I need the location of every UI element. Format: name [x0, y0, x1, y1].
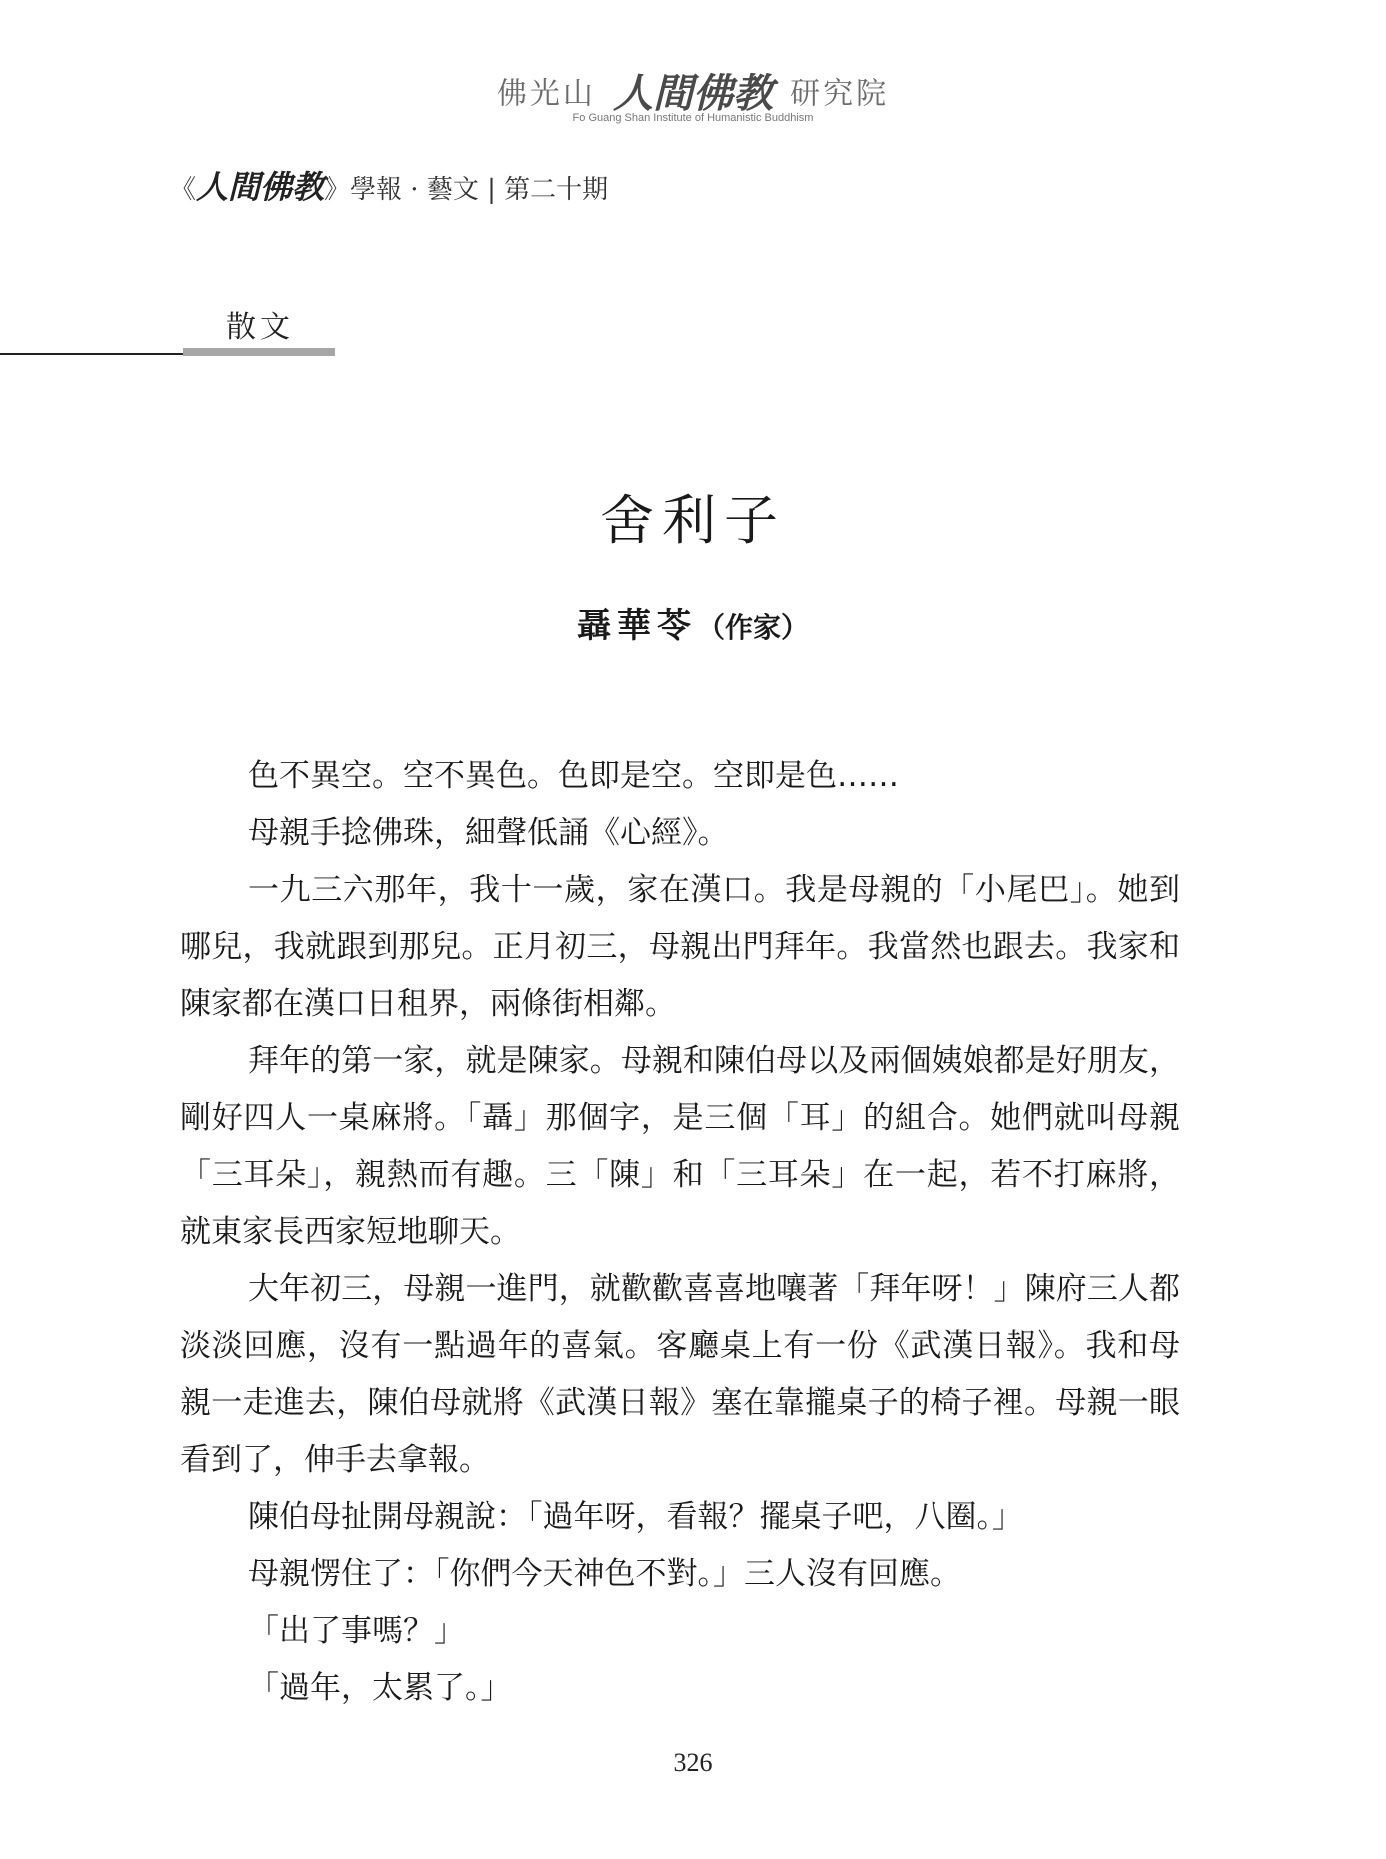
section-label: 散文 — [226, 310, 294, 345]
paragraph: 一九三六那年，我十一歲，家在漢口。我是母親的「小尾巴」。她到哪兒，我就跟到那兒。正月初三，母親出門拜年。我當然也跟去。我家和陳家都在漢口日租界，兩條街相鄰。 — [180, 872, 1180, 1022]
paragraph: 色不異空。空不異色。色即是空。空即是色…… — [248, 758, 899, 794]
article-body — [180, 748, 1180, 1717]
journal-running-head — [170, 162, 608, 208]
page-number: 326 — [673, 1748, 713, 1777]
paragraph: 拜年的第一家，就是陳家。母親和陳伯母以及兩個姨娘都是好朋友，剛好四人一桌麻將。「聶」那個字，是三個「耳」的組合。她們就叫母親「三耳朵」，親熱而有趣。三「陳」和「三耳朵」在一起，若不打麻將，就東家長西家短地聊天。 — [180, 1043, 1180, 1250]
paragraph: 「過年，太累了。」 — [248, 1670, 512, 1706]
journal-brand-logo: 人間佛教 — [196, 168, 325, 206]
section-rule-line — [0, 353, 183, 355]
institute-header — [0, 62, 1386, 119]
institute-english-name: Fo Guang Shan Institute of Humanistic Buddhism — [572, 112, 814, 124]
author-line — [0, 598, 1386, 647]
paragraph: 大年初三，母親一進門，就歡歡喜喜地嚷著「拜年呀！」陳府三人都淡淡回應，沒有一點過年的喜氣。客廳桌上有一份《武漢日報》。我和母親一走進去，陳伯母就將《武漢日報》塞在靠攏桌子的椅子裡。母親一眼看到了，伸手去拿報。 — [180, 1271, 1180, 1478]
journal-issue-info: 》學報 · 藝文 | 第二十期 — [324, 175, 609, 205]
paragraph: 陳伯母扯開母親說：「過年呀，看報？擺桌子吧，八圈。」 — [248, 1499, 1023, 1535]
author-name: 聶華苓 — [576, 606, 697, 646]
section-rule-bar — [183, 348, 335, 356]
author-role: （作家） — [696, 611, 809, 644]
paragraph: 「出了事嗎？」 — [248, 1613, 465, 1649]
article-title: 舍利子 — [600, 489, 786, 552]
institute-name-left: 佛光山 — [496, 76, 596, 112]
journal-open-bracket: 《 — [170, 175, 197, 205]
institute-name-right: 研究院 — [790, 76, 890, 112]
paragraph: 母親手捻佛珠，細聲低誦《心經》。 — [248, 815, 729, 851]
institute-brand-logo: 人間佛教 — [613, 71, 773, 117]
paragraph: 母親愣住了：「你們今天神色不對。」三人沒有回應。 — [248, 1556, 961, 1592]
